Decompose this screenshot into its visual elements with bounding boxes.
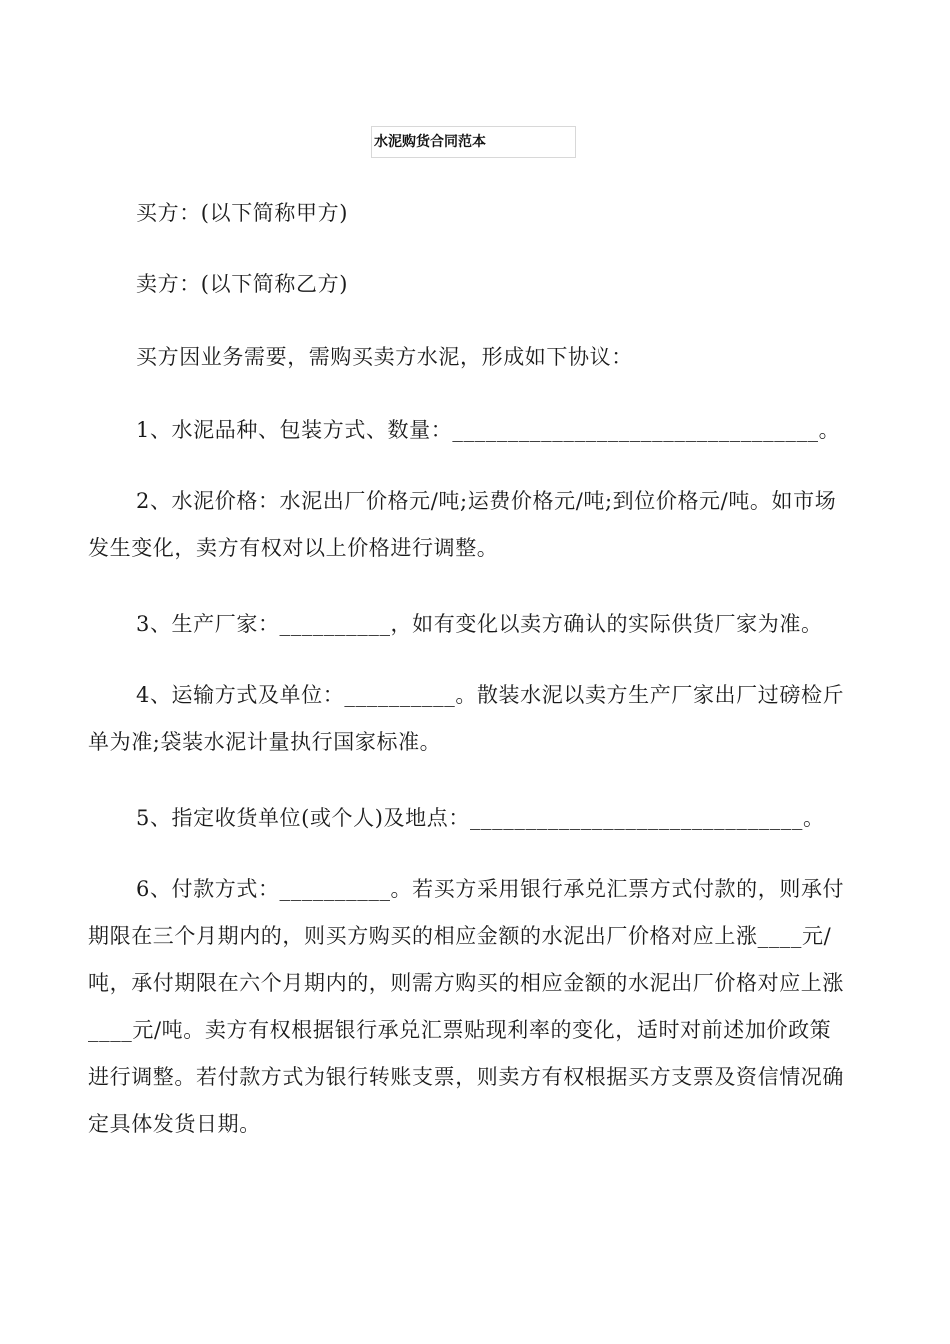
para-line: 定具体发货日期。	[88, 1112, 261, 1136]
document-title: 水泥购货合同范本	[371, 126, 576, 158]
clause-5	[88, 795, 926, 842]
clause-1	[88, 407, 926, 454]
para-line: 卖方：(以下简称乙方)	[136, 272, 348, 296]
intro-paragraph	[88, 334, 926, 381]
para-line: 1、水泥品种、包装方式、数量：_________________________________。	[136, 418, 841, 442]
clause-2	[88, 478, 878, 572]
clause-4	[88, 672, 878, 766]
para-line: 进行调整。若付款方式为银行转账支票，则卖方有权根据买方支票及资信情况确	[88, 1065, 844, 1089]
para-line: 买方：(以下简称甲方)	[136, 201, 348, 225]
clause-6	[88, 866, 878, 1148]
clause-3	[88, 601, 926, 648]
para-line: 买方因业务需要，需购买卖方水泥，形成如下协议：	[136, 345, 633, 369]
para-line: 3、生产厂家：__________，如有变化以卖方确认的实际供货厂家为准。	[136, 612, 823, 636]
para-line: 6、付款方式：__________。若买方采用银行承兑汇票方式付款的，则承付	[136, 877, 845, 901]
para-line: 期限在三个月期内的，则买方购买的相应金额的水泥出厂价格对应上涨____元/	[88, 924, 832, 948]
para-line: 5、指定收货单位(或个人)及地点：______________________________。	[136, 806, 825, 830]
para-line: 2、水泥价格：水泥出厂价格元/吨;运费价格元/吨;到位价格元/吨。如市场	[136, 489, 837, 513]
para-line: 单为准;袋装水泥计量执行国家标准。	[88, 730, 442, 754]
para-line: 发生变化，卖方有权对以上价格进行调整。	[88, 536, 499, 560]
para-line: 4、运输方式及单位：__________。散装水泥以卖方生产厂家出厂过磅检斤	[136, 683, 845, 707]
para-line: ____元/吨。卖方有权根据银行承兑汇票贴现利率的变化，适时对前述加价政策	[88, 1018, 832, 1042]
para-line: 吨，承付期限在六个月期内的，则需方购买的相应金额的水泥出厂价格对应上涨	[88, 971, 844, 995]
buyer-line	[88, 190, 926, 237]
seller-line	[88, 261, 926, 308]
